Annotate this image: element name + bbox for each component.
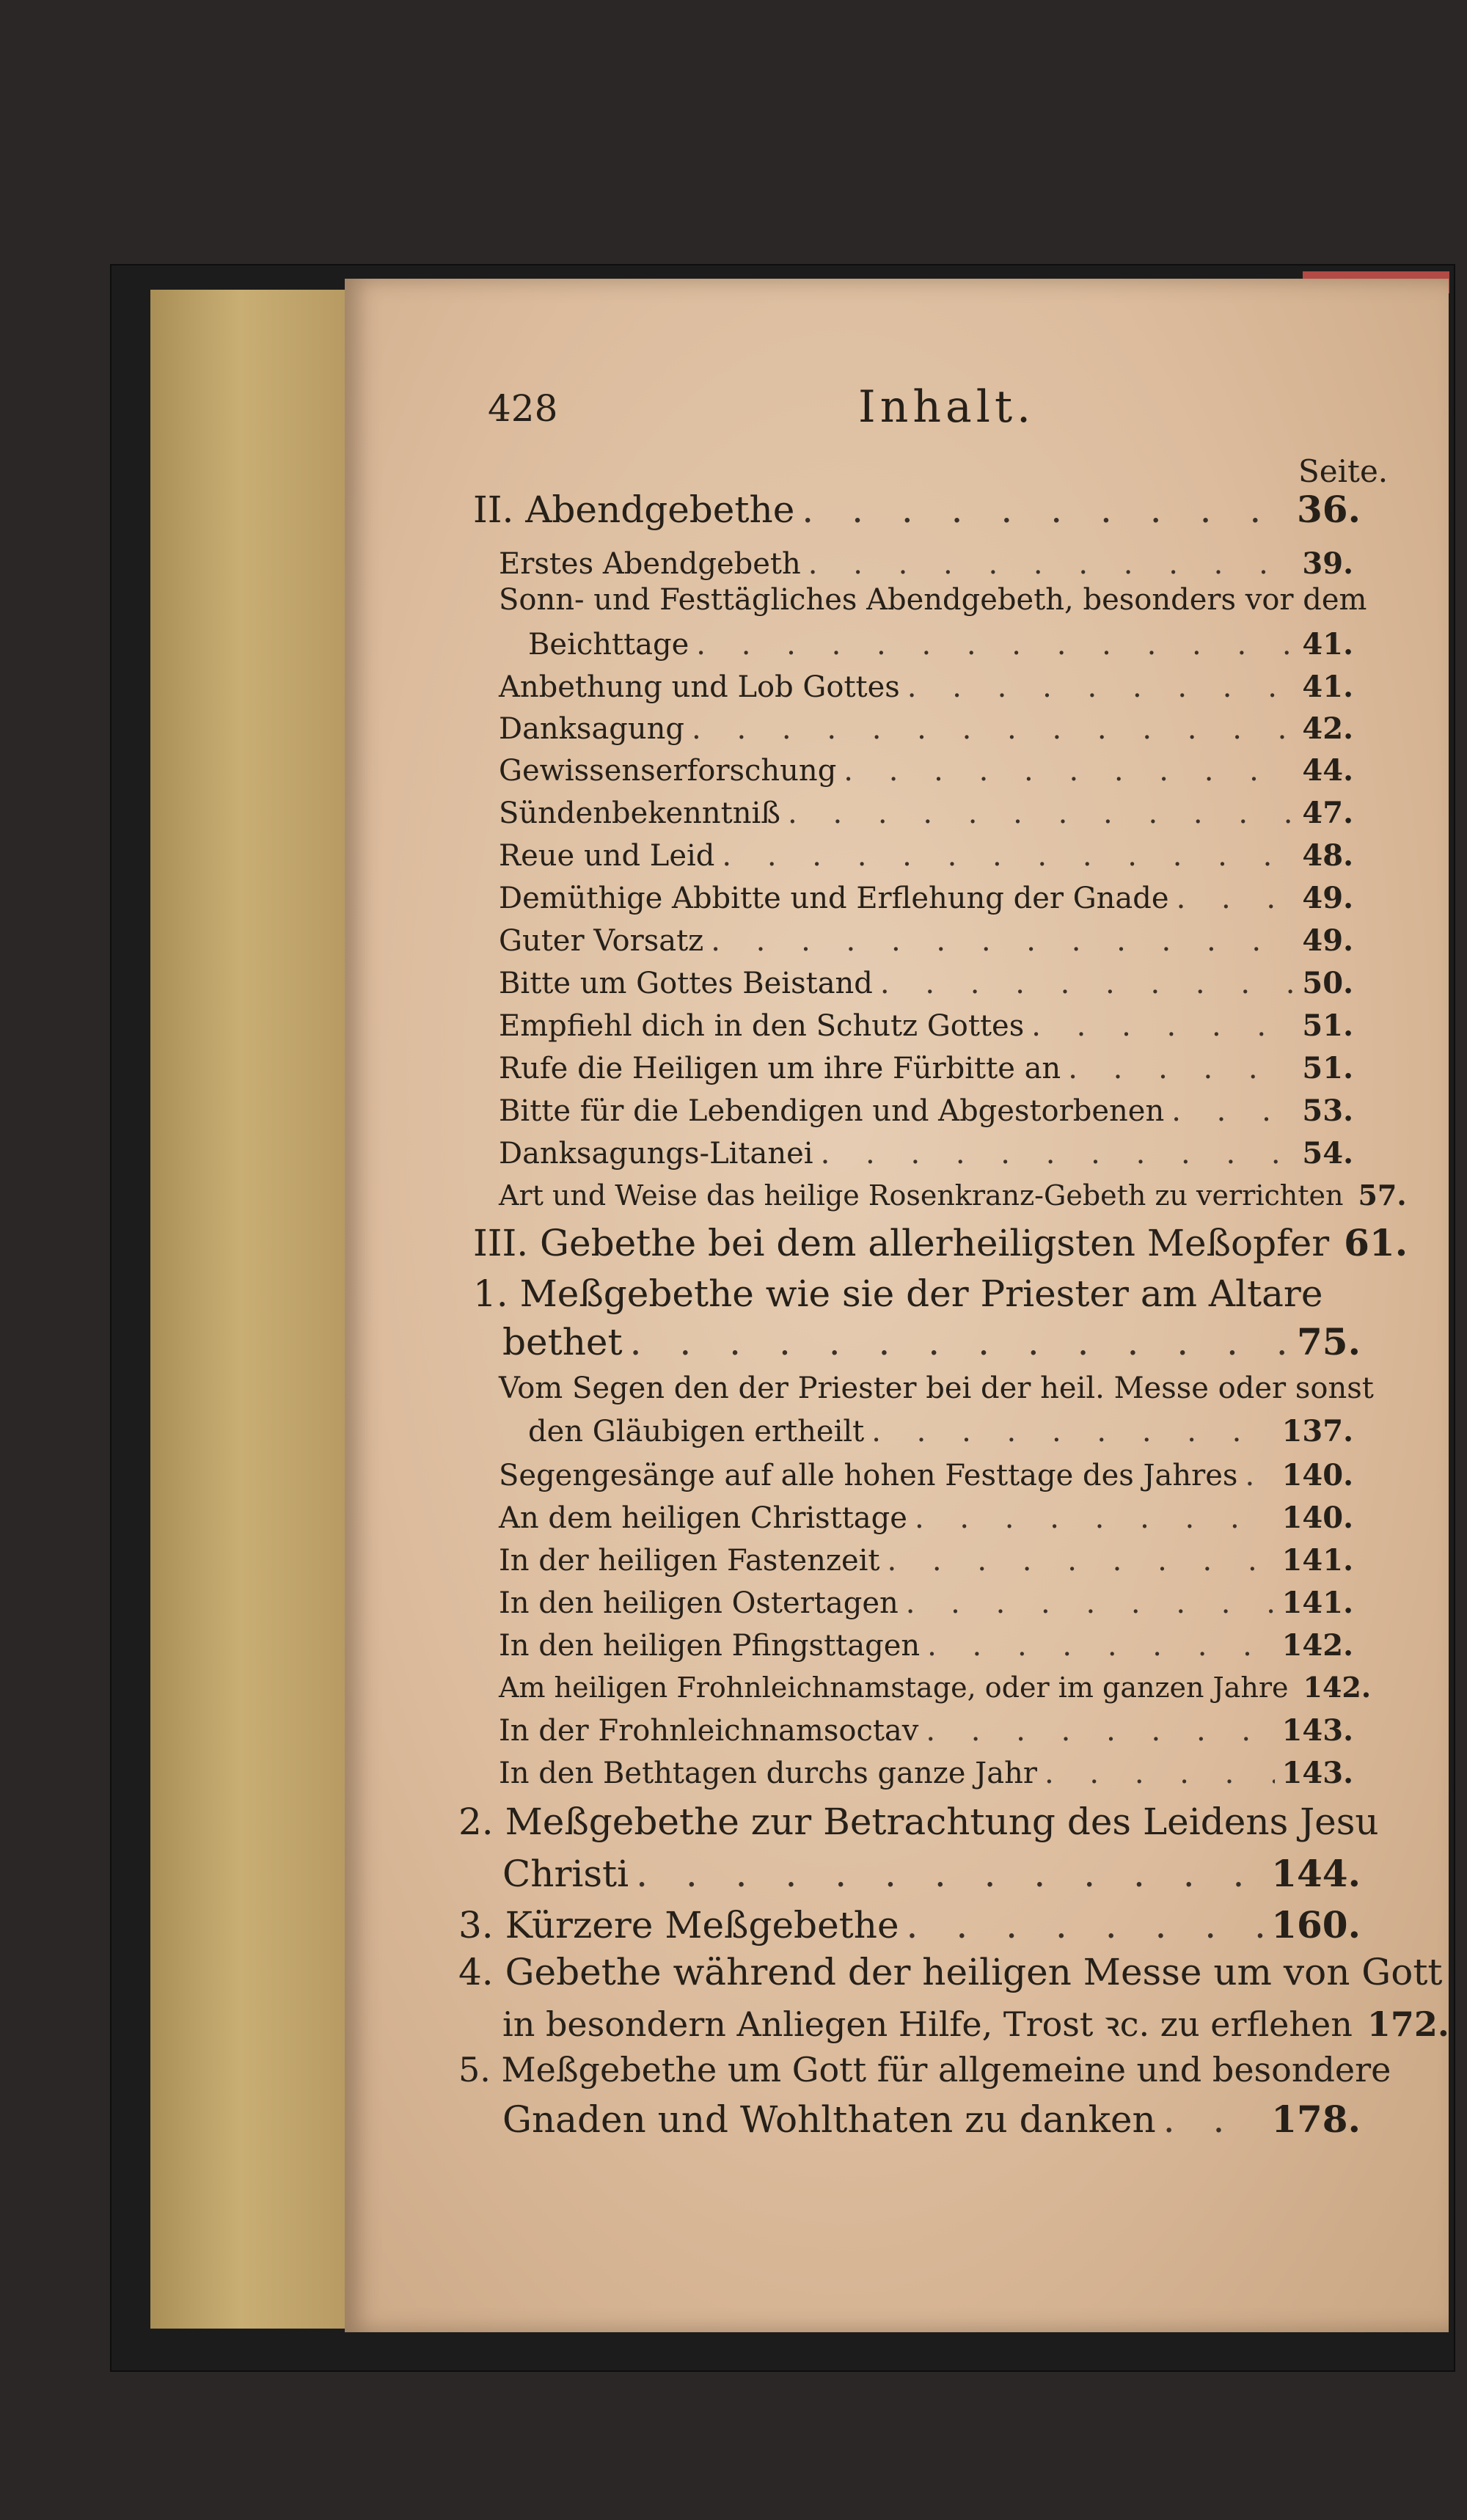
entry-title: Demüthige Abbitte und Erflehung der Gnade (499, 882, 1169, 915)
entry-title: III. Gebethe bei dem allerheiligsten Meßopfer (473, 1222, 1330, 1264)
toc-entry (499, 1756, 1353, 1790)
toc-entry (499, 1671, 1372, 1704)
toc-entry (499, 1713, 1353, 1748)
toc-entry (499, 1136, 1353, 1171)
entry-title: II. Abendgebethe (473, 488, 795, 531)
entry-title: Beichttage (528, 628, 689, 662)
page-title: Inhalt. (858, 381, 1036, 433)
entry-page: 48. (1302, 838, 1353, 873)
entry-title: Gewissenserforschung (499, 754, 837, 788)
toc-entry (499, 796, 1353, 830)
page-number: 428 (488, 387, 558, 430)
entry-page: 49. (1302, 881, 1353, 915)
entry-title: Rufe die Heiligen um ihre Fürbitte an (499, 1052, 1061, 1085)
toc-entry (499, 1458, 1353, 1492)
entry-page: 141. (1281, 1543, 1353, 1578)
entry-page: 178. (1271, 2098, 1361, 2141)
entry-page: 144. (1271, 1852, 1361, 1895)
entry-title: Guter Vorsatz (499, 924, 704, 958)
toc-entry (473, 1221, 1408, 1264)
entry-page: 140. (1281, 1501, 1353, 1535)
entry-page: 143. (1281, 1756, 1353, 1790)
entry-title: 3. Kürzere Meßgebethe (458, 1904, 899, 1946)
entry-page: 75. (1297, 1320, 1361, 1363)
entry-page: 50. (1302, 966, 1353, 1000)
entry-page: 137. (1281, 1414, 1353, 1448)
toc-entry (499, 966, 1353, 1000)
column-label: Seite. (1298, 453, 1389, 489)
entry-title: Reue und Leid (499, 839, 715, 873)
toc-entry (499, 1543, 1353, 1578)
entry-title: bethet (502, 1321, 623, 1363)
entry-title: Sündenbekenntniß (499, 796, 781, 830)
entry-page: 143. (1281, 1713, 1353, 1748)
entry-page: 140. (1281, 1458, 1353, 1492)
entry-page: 47. (1302, 796, 1353, 830)
toc-entry (458, 1903, 1361, 1946)
toc-entry (499, 923, 1353, 958)
entry-title: Bitte für die Lebendigen und Abgestorbenen (499, 1094, 1165, 1128)
toc-entry (499, 711, 1353, 746)
toc-entry (473, 488, 1361, 531)
entry-title: In der Frohnleichnamsoctav (499, 1714, 919, 1748)
entry-page: 49. (1302, 923, 1353, 958)
toc-entry (499, 1501, 1353, 1535)
toc-entry (499, 881, 1353, 915)
entry-page: 54. (1302, 1136, 1353, 1171)
entry-title: Bitte um Gottes Beistand (499, 967, 873, 1000)
entry-page: 160. (1271, 1903, 1361, 1946)
entry-title: In der heiligen Fastenzeit (499, 1544, 880, 1578)
toc-entry (502, 2001, 1449, 2046)
entry-page: 172. (1367, 2004, 1449, 2044)
toc-entry (499, 546, 1353, 581)
entry-page: 142. (1281, 1628, 1353, 1663)
entry-title: Segengesänge auf alle hohen Festtage des Jahres (499, 1459, 1238, 1492)
entry-page: 53. (1302, 1094, 1353, 1128)
entry-page: 141. (1281, 1586, 1353, 1620)
toc-entry (502, 1852, 1361, 1895)
entry-title: Am heiligen Frohnleichnamstage, oder im ganzen Jahre (499, 1671, 1289, 1704)
toc-entry (499, 1051, 1353, 1085)
toc-entry (499, 1586, 1353, 1620)
entry-title: in besondern Anliegen Hilfe, Trost ꝛc. zu erflehen (502, 2004, 1353, 2044)
entry-title: In den heiligen Ostertagen (499, 1586, 899, 1620)
entry-page: 51. (1302, 1051, 1353, 1085)
page-edges (150, 290, 348, 2329)
entry-title: Danksagungs-Litanei (499, 1137, 813, 1171)
entry-page: 41. (1302, 627, 1353, 662)
entry-page: 42. (1302, 711, 1353, 746)
toc-entry-line: 1. Meßgebethe wie sie der Priester am Altare (473, 1272, 1323, 1315)
toc-entry (499, 1628, 1353, 1663)
entry-title: Empfiehl dich in den Schutz Gottes (499, 1009, 1025, 1043)
toc-entry-line: Vom Segen den der Priester bei der heil. Messe oder sonst (499, 1371, 1374, 1405)
entry-title: Christi (502, 1853, 629, 1895)
entry-title: Danksagung (499, 712, 685, 746)
entry-title: Gnaden und Wohlthaten zu danken (502, 2098, 1156, 2141)
entry-page: 41. (1302, 670, 1353, 704)
entry-page: 57. (1358, 1179, 1407, 1212)
entry-page: 44. (1302, 753, 1353, 788)
toc-entry-line: Sonn- und Festtägliches Abendgebeth, besonders vor dem (499, 583, 1367, 617)
toc-entry (528, 627, 1353, 662)
toc-entry-line: 2. Meßgebethe zur Betrachtung des Leidens Jesu (458, 1801, 1379, 1843)
toc-entry (502, 1320, 1361, 1363)
entry-page: 61. (1344, 1221, 1408, 1264)
toc-entry (499, 838, 1353, 873)
entry-title: An dem heiligen Christtage (499, 1501, 907, 1535)
entry-page: 36. (1297, 488, 1361, 531)
entry-page: 142. (1303, 1671, 1372, 1704)
toc-entry-line: 5. Meßgebethe um Gott für allgemeine und besondere (458, 2050, 1391, 2089)
entry-title: In den Bethtagen durchs ganze Jahr (499, 1757, 1037, 1790)
toc-entry (499, 1094, 1353, 1128)
entry-page: 51. (1302, 1008, 1353, 1043)
toc-entry (499, 1008, 1353, 1043)
toc-entry (528, 1414, 1353, 1448)
entry-title: In den heiligen Pfingsttagen (499, 1629, 921, 1663)
entry-title: Art und Weise das heilige Rosenkranz-Gebeth zu verrichten (499, 1179, 1344, 1212)
toc-entry (499, 753, 1353, 788)
entry-title: Erstes Abendgebeth (499, 547, 801, 581)
entry-page: 39. (1302, 546, 1353, 581)
toc-entry-line: 4. Gebethe während der heiligen Messe um von Gott (458, 1951, 1443, 1993)
toc-entry (499, 670, 1353, 704)
entry-title: Anbethung und Lob Gottes (499, 670, 900, 704)
entry-title: den Gläubigen ertheilt (528, 1415, 865, 1448)
toc-entry (502, 2098, 1361, 2141)
toc-entry (499, 1179, 1407, 1212)
